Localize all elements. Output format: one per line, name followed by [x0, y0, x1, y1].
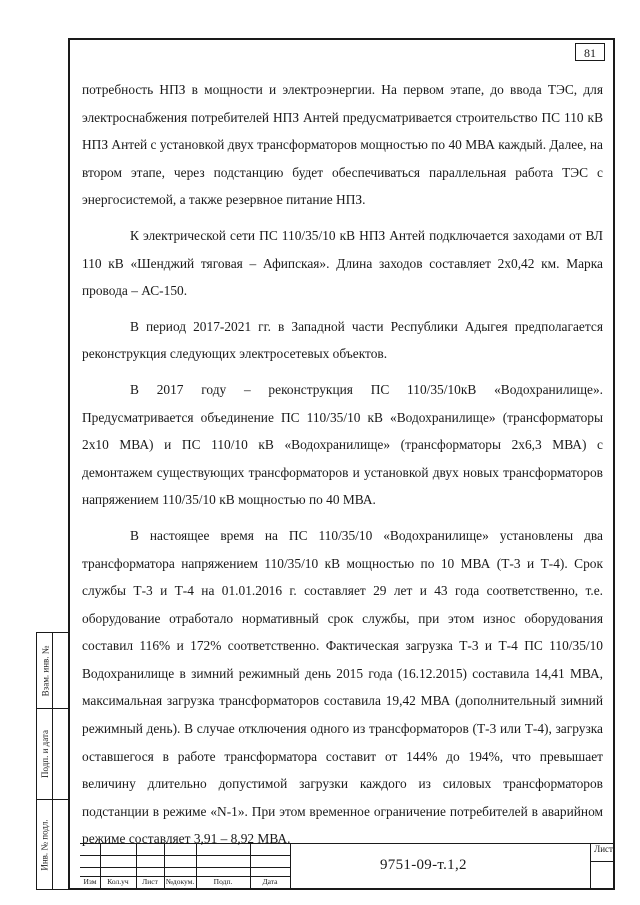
side-stamp [36, 632, 68, 890]
divider [80, 843, 615, 844]
paragraph: В период 2017-2021 гг. в Западной части Республики Адыгея предполагается реконструкция следующих электросетевых объектов. [82, 318, 603, 362]
divider [590, 861, 615, 862]
divider [80, 855, 290, 856]
divider [590, 843, 591, 890]
header-kol-uch: Кол.уч [107, 877, 129, 886]
header-list: Лист [142, 877, 158, 886]
divider [80, 867, 290, 868]
header-data: Дата [262, 877, 278, 886]
title-block [80, 843, 615, 890]
body-text [82, 76, 603, 853]
podp-label: Подп. и дата [40, 729, 50, 778]
header-dokum: №докум. [165, 877, 195, 886]
side-stamp-value-column [53, 633, 69, 889]
header-izm: Изм [83, 877, 97, 886]
paragraph: К электрической сети ПС 110/35/10 кВ НПЗ Антей подключается заходами от ВЛ 110 кВ «Шенджий тяговая – Афипская». Длина заходов составляет 2х0,42 км. Марка провода – АС-150. [82, 227, 603, 299]
vzam-label: Взам. инв. № [40, 645, 50, 696]
document-code: 9751-09-т.1,2 [380, 857, 467, 873]
paragraph: потребность НПЗ в мощности и электроэнергии. На первом этапе, до ввода ТЭС, для электроснабжения потребителей НПЗ Антей предусматривается строительство ПС 110 кВ НПЗ Антей с установкой двух трансформаторов мощностью по 40 МВА каждый. Далее, на втором этапе, через подстанцию будет обеспечиваться параллельная работа ТЭС с энергосистемой, а также резервное питание НПЗ. [82, 82, 603, 208]
page-number: 81 [575, 43, 605, 61]
inv-label: Инв. № подл. [40, 819, 50, 871]
paragraph: В настоящее время на ПС 110/35/10 «Водохранилище» установлены два трансформатора напряжением 110/35/10 кВ мощностью по 10 МВА (Т-3 и Т-4). Срок службы Т-3 и Т-4 на 01.01.2016 г. составляет 29 лет и 43 года соответственно, т.е. оборудование отработало нормативный срок службы, при этом износ оборудования составил 116% и 172% соответственно. Фактическая загрузка Т-3 и Т-4 ПС 110/35/10 Водохранилище в зимний режимный день 2015 года (16.12.2015) составила 14,41 МВА, максимальная загрузка трансформаторов составила 19,42 МВА (дополнительный зимний режимный день). В случае отключения одного из трансформаторов (Т-3 или Т-4), загрузка оставшегося в работе трансформатора составит от 144% до 194%, что превышает величину длительно допустимой загрузки каждого из силовых трансформаторов подстанции в режиме «N-1». При этом временное ограничение потребителей в аварийном режиме составляет 3,91 – 8,92 МВА. [82, 527, 603, 847]
page-frame [68, 38, 615, 890]
header-podp: Подп. [213, 877, 233, 886]
sheet-label: Лист [594, 844, 613, 854]
divider [290, 843, 291, 890]
paragraph: В 2017 году – реконструкция ПС 110/35/10кВ «Водохранилище». Предусматривается объединение ПС 110/35/10 кВ «Водохранилище» (трансформаторы 2х10 МВА) и ПС 110/10 кВ «Водохранилище» (трансформаторы 2х6,3 МВА) с демонтажем существующих трансформаторов и установкой двух новых трансформаторов напряжением 110/35/10 кВ мощностью по 40 МВА. [82, 381, 603, 508]
